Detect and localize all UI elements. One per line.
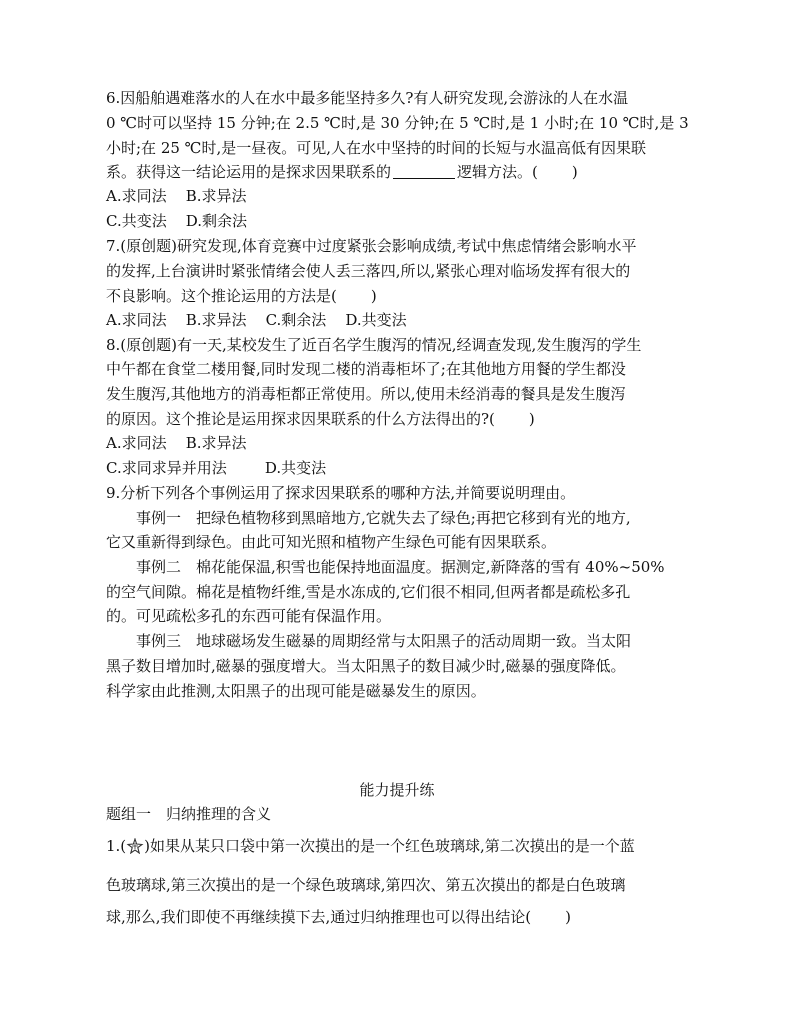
q6-line-1: 6.因船舶遇难落水的人在水中最多能坚持多久?有人研究发现,会游泳的人在水温 [106,89,629,107]
q6-option-d[interactable]: D.剩余法 [185,212,248,230]
q7-option-a[interactable]: A.求同法 [106,311,167,329]
q7-line-3-text: 不良影响。这个推论运用的方法是( [106,287,337,305]
q1-line-3-text: 球,那么,我们即使不再继续摸下去,通过归纳推理也可以得出结论( [106,908,532,926]
q6-paren-close: ) [571,163,578,181]
q8-line-1: 8.(原创题)有一天,某校发生了近百名学生腹泻的情况,经调查发现,发生腹泻的学生 [106,336,642,354]
q9-example-3-line-3: 科学家由此推测,太阳黑子的出现可能是磁暴发生的原因。 [106,682,486,700]
q9-line-1: 9.分析下列各个事例运用了探求因果联系的哪种方法,并简要说明理由。 [106,484,576,502]
q9-example-2-line-1: 事例二 棉花能保温,积雪也能保持地面温度。据测定,新降落的雪有 40%~50% [136,558,665,576]
q9-example-2-line-2: 的空气间隙。棉花是植物纤维,雪是水冻成的,它们很不相同,但两者都是疏松多孔 [106,583,631,601]
q1-line-2: 色玻璃球,第三次摸出的是一个绿色玻璃球,第四次、第五次摸出的都是白色玻璃 [106,876,626,894]
q1-line-3 [106,907,571,927]
q8-line-4 [106,409,535,429]
q8-line-2: 中午都在食堂二楼用餐,同时发现二楼的消毒柜坏了;在其他地方用餐的学生都没 [106,360,626,378]
q8-options-row-2 [106,458,326,478]
q6-line-4 [106,162,578,182]
q6-option-b[interactable]: B.求异法 [185,187,247,205]
q1-paren-close: ) [565,908,572,926]
q8-option-c[interactable]: C.求同求异并用法 [106,459,227,477]
q9-example-1-line-1: 事例一 把绿色植物移到黑暗地方,它就失去了绿色;再把它移到有光的地方, [136,509,631,527]
q6-options-row-1 [106,186,246,206]
answer-blank[interactable] [393,164,455,179]
q7-option-c[interactable]: C.剩余法 [265,311,327,329]
q7-paren-close: ) [370,287,377,305]
q6-option-c[interactable]: C.共变法 [106,212,167,230]
q8-line-3: 发生腹泻,其他地方的消毒柜都正常使用。所以,使用未经消毒的餐具是发生腹泻 [106,385,626,403]
q7-option-b[interactable]: B.求异法 [185,311,247,329]
q8-option-d[interactable]: D.共变法 [264,459,327,477]
q1-line-1 [106,836,635,856]
q6-line-2: 0 ℃时可以坚持 15 分钟;在 2.5 ℃时,是 30 分钟;在 5 ℃时,是 1 小时;在 10 ℃时,是 3 [106,114,689,132]
q9-example-3-line-2: 黑子数目增加时,磁暴的强度增大。当太阳黑子的数目减少时,磁暴的强度降低。 [106,657,626,675]
q6-line-4-text: 系。获得这一结论运用的是探求因果联系的 [106,163,392,181]
section-title: 能力提升练 [359,781,435,799]
q7-line-1: 7.(原创题)研究发现,体育竞赛中过度紧张会影响成绩,考试中焦虑情绪会影响水平 [106,237,637,255]
difficulty-star-icon [126,838,144,854]
q7-option-d[interactable]: D.共变法 [345,311,407,329]
q9-example-2-line-3: 的。可见疏松多孔的东西可能有保温作用。 [106,607,392,625]
q6-options-row-2 [106,211,247,231]
q7-line-3 [106,286,377,306]
q7-line-2: 的发挥,上台演讲时紧张情绪会使人丢三落四,所以,紧张心理对临场发挥有很大的 [106,262,631,280]
q8-paren-close: ) [528,410,535,428]
q8-option-b[interactable]: B.求异法 [185,434,247,452]
q9-example-1-line-2: 它又重新得到绿色。由此可知光照和植物产生绿色可能有因果联系。 [106,533,557,551]
q6-line-3: 小时;在 25 ℃时,是一昼夜。可见,人在水中坚持的时间的长短与水温高低有因果联 [106,139,646,157]
q1-line-1-text: )如果从某只口袋中第一次摸出的是一个红色玻璃球,第二次摸出的是一个蓝 [144,837,635,855]
q9-example-3-line-1: 事例三 地球磁场发生磁暴的周期经常与太阳黑子的活动周期一致。当太阳 [136,632,632,650]
group-heading: 题组一 归纳推理的含义 [106,805,272,823]
q8-line-4-text: 的原因。这个推论是运用探求因果联系的什么方法得出的?( [106,410,495,428]
q6-line-4-method: 逻辑方法。( [457,163,538,181]
q1-number: 1.( [106,837,127,855]
q8-option-a[interactable]: A.求同法 [106,434,167,452]
q7-options-row [106,310,407,330]
q8-options-row-1 [106,433,246,453]
q6-option-a[interactable]: A.求同法 [106,187,167,205]
